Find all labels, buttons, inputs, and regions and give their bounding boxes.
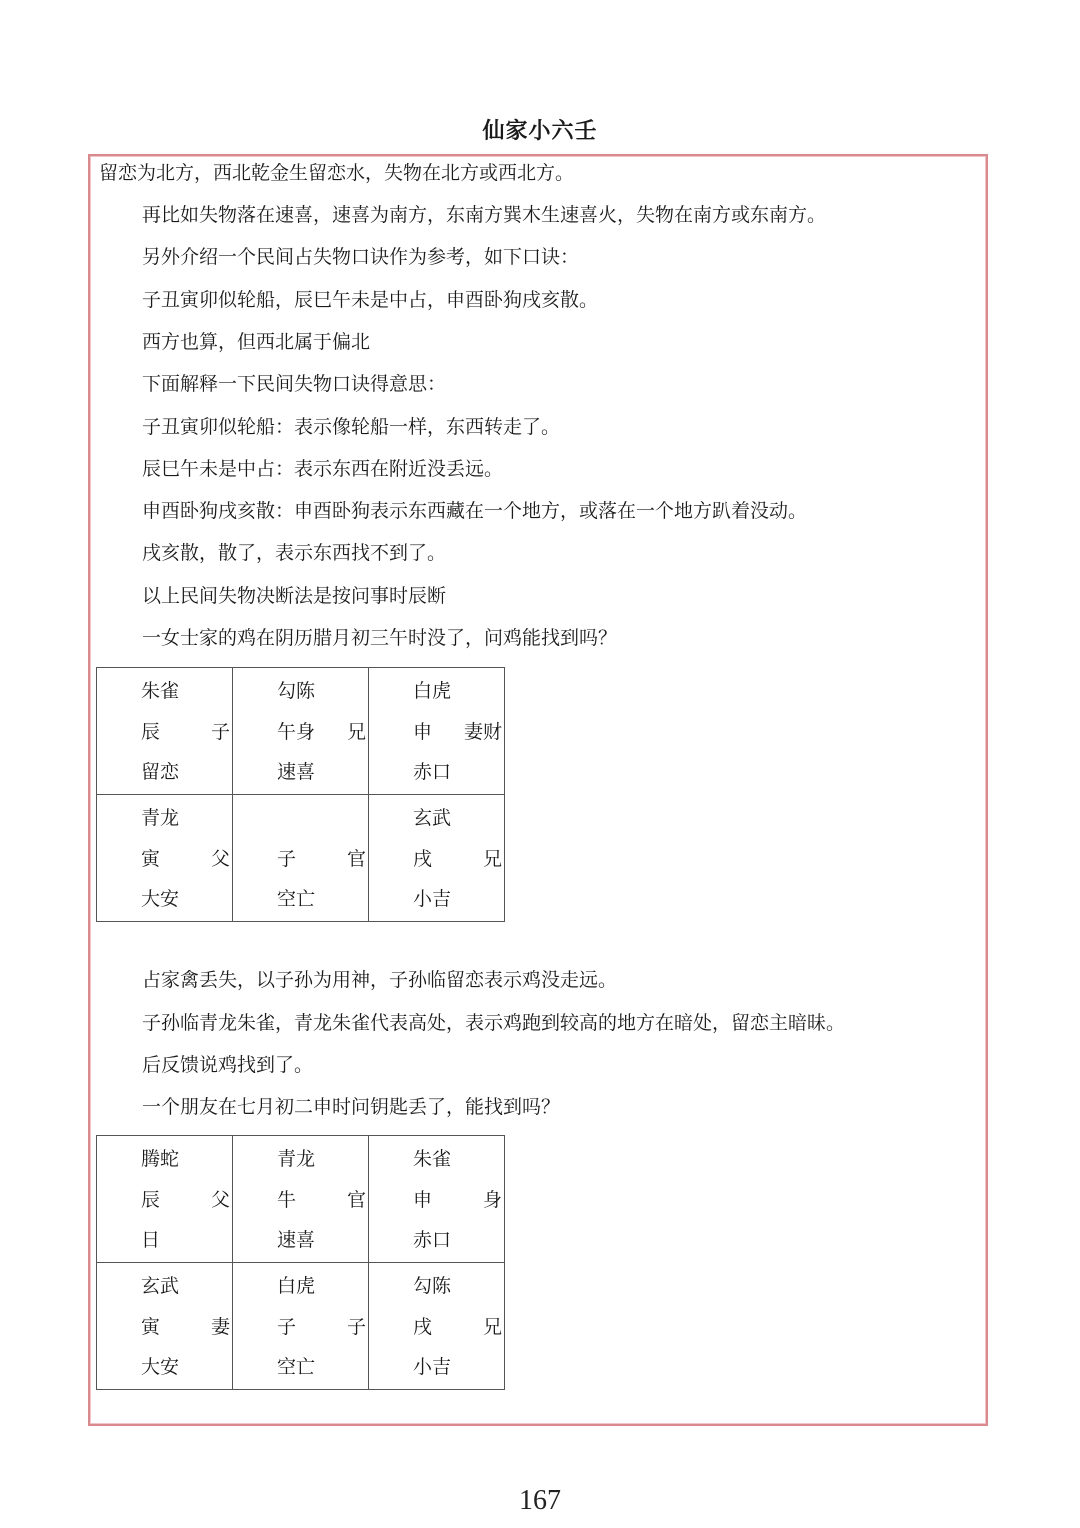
palace-cell [369, 668, 505, 795]
relation-label: 父 [210, 848, 230, 870]
deity-label: 朱雀 [413, 1148, 452, 1170]
relation-label: 官 [346, 848, 366, 870]
relation-label: 妻财 [463, 721, 502, 743]
palace-label: 赤口 [413, 1229, 452, 1251]
relation-label: 父 [210, 1189, 230, 1211]
palace-cell [233, 795, 369, 922]
deity-label: 青龙 [277, 1148, 316, 1170]
paragraph: 下面解释一下民间失物口诀得意思： [142, 373, 447, 395]
palace-label: 留恋 [141, 761, 180, 783]
paragraph: 再比如失物落在速喜，速喜为南方，东南方巽木生速喜火，失物在南方或东南方。 [142, 204, 827, 226]
palace-label: 空亡 [277, 1356, 316, 1378]
deity-label: 玄武 [413, 807, 452, 829]
divination-table-1 [96, 667, 505, 922]
deity-label: 白虎 [277, 1275, 316, 1297]
palace-label: 赤口 [413, 761, 452, 783]
relation-label: 妻 [210, 1316, 230, 1338]
relation-label: 身 [482, 1189, 502, 1211]
relation-label: 兄 [482, 848, 502, 870]
branch-label: 午身 [277, 721, 316, 743]
deity-label: 朱雀 [141, 680, 180, 702]
palace-cell [369, 795, 505, 922]
paragraph: 一女士家的鸡在阴历腊月初三午时没了，问鸡能找到吗？ [142, 627, 618, 649]
palace-cell [233, 1136, 369, 1263]
branch-label: 寅 [141, 848, 161, 870]
deity-label: 勾陈 [277, 680, 316, 702]
relation-label: 子 [210, 721, 230, 743]
paragraph: 后反馈说鸡找到了。 [142, 1054, 314, 1076]
paragraph: 占家禽丢失，以子孙为用神，子孙临留恋表示鸡没走远。 [142, 969, 618, 991]
paragraph: 以上民间失物决断法是按问事时辰断 [142, 585, 447, 607]
table-row [97, 1263, 505, 1390]
deity-label: 勾陈 [413, 1275, 452, 1297]
paragraph: 子孙临青龙朱雀，青龙朱雀代表高处，表示鸡跑到较高的地方在暗处，留恋主暗昧。 [142, 1012, 846, 1034]
paragraph: 申酉卧狗戌亥散：申酉卧狗表示东西藏在一个地方，或落在一个地方趴着没动。 [142, 500, 808, 522]
paragraph: 辰巳午未是中占：表示东西在附近没丢远。 [142, 458, 504, 480]
palace-label: 大安 [141, 888, 180, 910]
paragraph: 子丑寅卯似轮船，辰巳午未是中占，申酉卧狗戌亥散。 [142, 289, 599, 311]
relation-label: 子 [346, 1316, 366, 1338]
palace-cell [97, 795, 233, 922]
relation-label: 官 [346, 1189, 366, 1211]
paragraph: 西方也算，但西北属于偏北 [142, 331, 371, 353]
paragraph: 一个朋友在七月初二申时问钥匙丢了，能找到吗？ [142, 1096, 561, 1118]
palace-cell [233, 1263, 369, 1390]
palace-label: 小吉 [413, 1356, 452, 1378]
palace-label: 速喜 [277, 1229, 316, 1251]
branch-label: 牛 [277, 1189, 297, 1211]
page-header-title: 仙家小六壬 [482, 119, 598, 144]
relation-label: 兄 [482, 1316, 502, 1338]
paragraph: 另外介绍一个民间占失物口诀作为参考，如下口诀： [142, 246, 580, 268]
paragraph: 子丑寅卯似轮船：表示像轮船一样，东西转走了。 [142, 416, 561, 438]
table-row [97, 668, 505, 795]
palace-cell [369, 1263, 505, 1390]
table-row [97, 1136, 505, 1263]
palace-cell [369, 1136, 505, 1263]
branch-label: 子 [277, 1316, 297, 1338]
palace-label: 小吉 [413, 888, 452, 910]
deity-label: 腾蛇 [141, 1148, 180, 1170]
branch-label: 戌 [413, 848, 433, 870]
deity-label: 青龙 [141, 807, 180, 829]
page-number: 167 [519, 1485, 561, 1516]
table-row [97, 795, 505, 922]
palace-label: 大安 [141, 1356, 180, 1378]
relation-label: 兄 [346, 721, 366, 743]
branch-label: 寅 [141, 1316, 161, 1338]
branch-label: 申 [413, 721, 433, 743]
palace-cell [233, 668, 369, 795]
deity-label: 玄武 [141, 1275, 180, 1297]
branch-label: 辰 [141, 1189, 161, 1211]
branch-label: 申 [413, 1189, 433, 1211]
branch-label: 辰 [141, 721, 161, 743]
palace-cell [97, 1263, 233, 1390]
branch-label: 戌 [413, 1316, 433, 1338]
palace-label: 空亡 [277, 888, 316, 910]
palace-label: 日 [141, 1229, 161, 1251]
branch-label: 子 [277, 848, 297, 870]
paragraph: 戌亥散，散了，表示东西找不到了。 [142, 542, 447, 564]
palace-cell [97, 668, 233, 795]
deity-label: 白虎 [413, 680, 452, 702]
divination-table-2 [96, 1135, 505, 1390]
palace-cell [97, 1136, 233, 1263]
palace-label: 速喜 [277, 761, 316, 783]
paragraph: 留恋为北方，西北乾金生留恋水，失物在北方或西北方。 [99, 162, 575, 184]
